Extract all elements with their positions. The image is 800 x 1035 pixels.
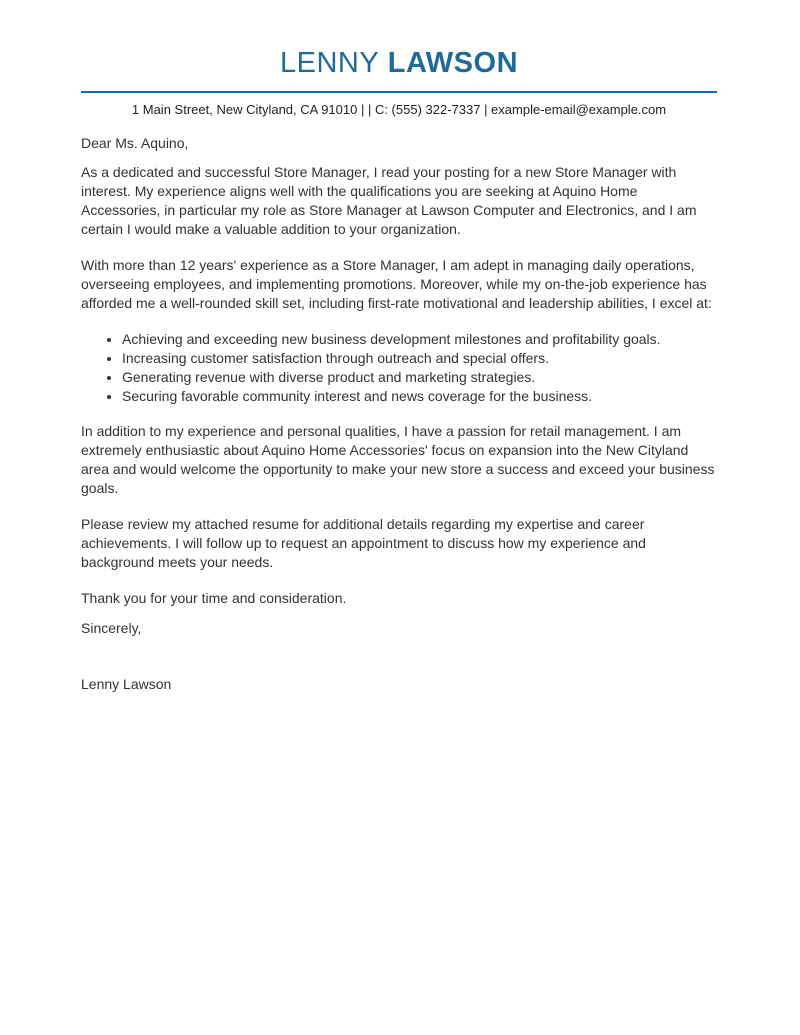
first-name: LENNY bbox=[279, 47, 380, 79]
paragraph-experience: With more than 12 years' experience as a Store Manager, I am adept in managing daily operations, overseeing employees, and implementing promotions. Moreover, while my on-the-job experience has afforded me a well-rounded skill set, including first-rate motivational and leadership abilities, I excel at: bbox=[81, 256, 712, 311]
paragraph-intro: As a dedicated and successful Store Manager, I read your posting for a new Store Manager with interest. My experience aligns well with the qualifications you are seeking at Aquino Home Accessories, in particular my role as Store Manager at Lawson Computer and Electronics, and I am certain I would make a valuable addition to your organization. bbox=[81, 163, 697, 237]
valediction: Sincerely, bbox=[81, 619, 142, 636]
contact-line: 1 Main Street, New Cityland, CA 91010 | | C: (555) 322-7337 | example-email@example.com bbox=[131, 101, 667, 117]
bullet-item: • Generating revenue with diverse product and marketing strategies. bbox=[122, 368, 717, 387]
name-space bbox=[379, 47, 388, 79]
salutation: Dear Ms. Aquino, bbox=[81, 134, 189, 151]
paragraph-resume: Please review my attached resume for additional details regarding my expertise and career achievements. I will follow up to request an appointment to discuss how my experience and background meets your needs. bbox=[81, 515, 646, 570]
letter-body bbox=[81, 134, 717, 694]
thanks-line: Thank you for your time and consideration. bbox=[81, 589, 347, 606]
bullet-item: • Securing favorable community interest and news coverage for the business. bbox=[122, 387, 717, 406]
signature: Lenny Lawson bbox=[81, 675, 172, 692]
paragraph-passion: In addition to my experience and personal qualities, I have a passion for retail management. I am extremely enthusiastic about Aquino Home Accessories' focus on expansion into the New Cityland area and would welcome the opportunity to make your new store a success and exceed your business goals. bbox=[81, 422, 715, 496]
last-name: LAWSON bbox=[387, 47, 519, 79]
skills-bullet-list bbox=[81, 330, 717, 406]
bullet-item: • Achieving and exceeding new business development milestones and profitability goals. bbox=[122, 330, 717, 349]
page-title bbox=[81, 46, 717, 81]
header-divider bbox=[81, 91, 717, 93]
bullet-item: • Increasing customer satisfaction through outreach and special offers. bbox=[122, 349, 717, 368]
